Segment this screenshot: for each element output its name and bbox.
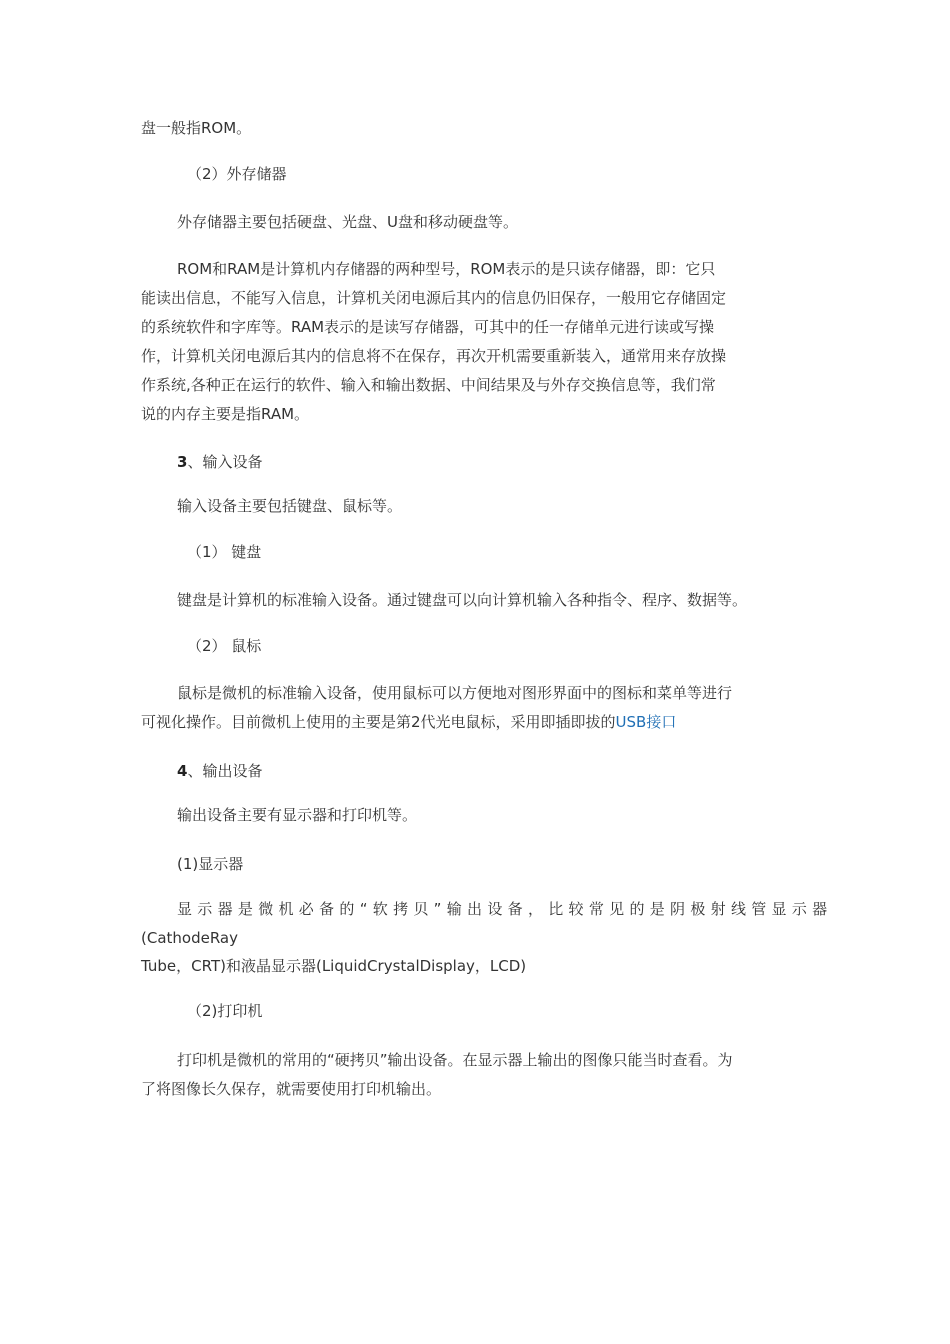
input-heading-text: 、输入设备 (187, 453, 263, 471)
usb-interface-link[interactable]: USB接口 (615, 713, 677, 731)
mouse-line-1: 鼠标是微机的标准输入设备，使用鼠标可以方便地对图形界面中的图标和菜单等进行 (177, 684, 733, 702)
input-heading-number: 3 (177, 453, 188, 471)
monitor-heading: (1)显示器 (177, 855, 244, 873)
rom-ram-line-4: 作，计算机关闭电源后其内的信息将不在保存，再次开机需要重新装入，通常用来存放操 (141, 347, 727, 365)
monitor-line-2: (CathodeRay (141, 929, 238, 947)
output-heading-number: 4 (177, 762, 188, 780)
printer-heading: （2)打印机 (187, 1002, 263, 1020)
rom-ram-line-5: 作系统,各种正在运行的软件、输入和输出数据、中间结果及与外存交换信息等，我们常 (141, 376, 716, 394)
mouse-line-2 (141, 712, 676, 732)
monitor-line-3: Tube，CRT)和液晶显示器(LiquidCrystalDisplay，LCD) (141, 957, 527, 975)
printer-line-2: 了将图像长久保存，就需要使用打印机输出。 (141, 1080, 442, 1098)
monitor-line-1: 显示器是微机必备的“软拷贝”输出设备，比较常见的是阴极射线管显示器 (177, 900, 833, 918)
output-heading-text: 、输出设备 (187, 762, 263, 780)
ext-storage-desc: 外存储器主要包括硬盘、光盘、U盘和移动硬盘等。 (177, 213, 518, 231)
rom-ram-line-1: ROM和RAM是计算机内存储器的两种型号，ROM表示的是只读存储器，即：它只 (177, 260, 716, 278)
input-devices-desc: 输入设备主要包括键盘、鼠标等。 (177, 497, 403, 515)
keyboard-heading: （1） 键盘 (187, 543, 262, 561)
rom-ram-line-3: 的系统软件和字库等。RAM表示的是读写存储器，可其中的任一存储单元进行读或写操 (141, 318, 715, 336)
rom-line: 盘一般指ROM。 (141, 119, 252, 137)
output-devices-heading (177, 761, 845, 781)
mouse-heading: （2） 鼠标 (187, 637, 262, 655)
keyboard-desc: 键盘是计算机的标准输入设备。通过键盘可以向计算机输入各种指令、程序、数据等。 (177, 591, 748, 609)
rom-ram-line-2: 能读出信息，不能写入信息，计算机关闭电源后其内的信息仍旧保存，一般用它存储固定 (141, 289, 727, 307)
mouse-line-2-text: 可视化操作。目前微机上使用的主要是第2代光电鼠标，采用即插即拔的 (141, 713, 616, 731)
printer-line-1: 打印机是微机的常用的“硬拷贝”输出设备。在显示器上输出的图像只能当时查看。为 (177, 1051, 733, 1069)
input-devices-heading (177, 452, 845, 472)
output-devices-desc: 输出设备主要有显示器和打印机等。 (177, 806, 418, 824)
rom-ram-line-6: 说的内存主要是指RAM。 (141, 405, 310, 423)
ext-storage-heading: （2）外存储器 (187, 165, 287, 183)
